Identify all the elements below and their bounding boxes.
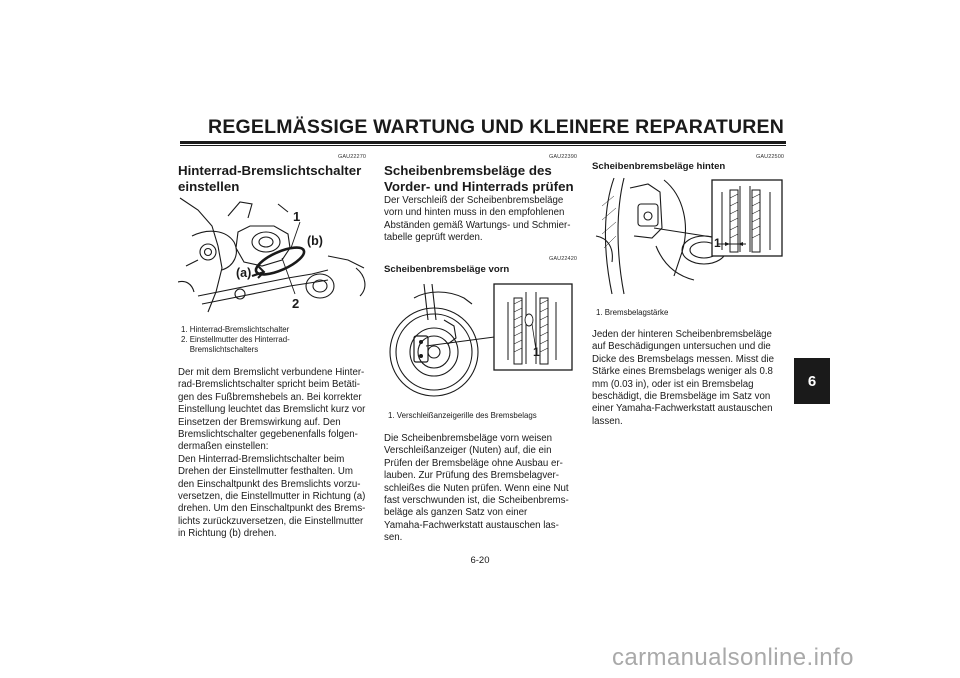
text-line: Der Verschleiß der Scheibenbremsbeläge (384, 195, 564, 206)
text-line: vorn und hinten muss in den empfohlenen (384, 207, 565, 219)
text-line: rad-Bremslichtschalter spricht beim Betäti- (178, 379, 360, 391)
heading-line: einstellen (178, 179, 240, 194)
text-line: mm (0.03 in), oder ist ein Bremsbelag (592, 378, 754, 390)
text-line: Bremslichtschalter gegebenenfalls folgen- (178, 429, 358, 441)
text-line: gen des Fußbremshebels an. Bei korrekter (178, 391, 362, 403)
body-text (384, 433, 578, 545)
figure-caption-list (388, 411, 537, 421)
header-rule-thin (180, 145, 786, 146)
front-brake-pad-illustration (384, 280, 576, 404)
heading-line: Vorder- und Hinterrads prüfen (384, 179, 574, 194)
text-line: schleißes die Nuten prüfen. Wenn eine Nut (384, 482, 569, 494)
chapter-tab: 6 (794, 358, 830, 404)
heading-line: Hinterrad-Bremslichtschalter (178, 163, 362, 178)
text-line: Prüfen der Bremsbeläge ohne Ausbau er- (384, 457, 563, 469)
section-heading (384, 163, 574, 195)
body-text (592, 329, 784, 428)
text-line: drehen. Um den Einschaltpunkt des Brems- (178, 503, 366, 515)
section-code: GAU22390 (549, 154, 578, 160)
text-line: Stärke eines Bremsbelags weniger als 0.8 (592, 366, 773, 378)
text-line: lassen. (592, 415, 623, 427)
text-line: Verschleißanzeiger (Nuten) auf, die ein (384, 445, 552, 457)
text-line: Den Hinterrad-Bremslichtschalter beim (178, 453, 345, 465)
section-code: GAU22420 (549, 256, 578, 262)
caption-item: 1. Hinterrad-Bremslichtschalter (181, 325, 290, 334)
callout-1: 1 (714, 236, 721, 250)
callout-1: 1 (293, 209, 301, 224)
text-line: in Richtung (b) drehen. (178, 528, 277, 540)
caption-item: 1. Bremsbelagstärke (596, 308, 669, 317)
callout-2: 2 (292, 296, 300, 311)
text-line: Die Scheibenbremsbeläge vorn weisen (384, 433, 553, 444)
text-line: den Einschaltpunkt des Bremslichts vorzu- (178, 478, 361, 490)
text-line: Der mit dem Bremslicht verbundene Hinter- (178, 367, 365, 378)
caption-item: 2. Einstellmutter des Hinterrad- (181, 335, 290, 344)
page-number: 6-20 (470, 555, 490, 566)
page-title: REGELMÄSSIGE WARTUNG UND KLEINERE REPARATUREN (208, 116, 784, 138)
callout-1: 1 (533, 345, 540, 359)
text-line: lichts zurückzuversetzen, die Einstellmutter (178, 515, 364, 527)
section-code: GAU22500 (756, 154, 785, 160)
section-heading (178, 163, 361, 195)
text-line: tabelle geprüft werden. (384, 232, 483, 244)
text-line: Jeden der hinteren Scheibenbremsbeläge (592, 329, 772, 340)
body-text (178, 367, 370, 541)
text-line: versetzen, die Einstellmutter in Richtung (a) (178, 491, 366, 503)
text-line: beschädigt, die Bremsbeläge im Satz von (592, 391, 771, 403)
caption-item: 1. Verschleißanzeigerille des Bremsbelags (388, 411, 537, 420)
text-line: Einstellung leuchtet das Bremslicht kurz vor (178, 404, 366, 416)
callout-a: (a) (236, 266, 252, 280)
text-line: beläge als ganzen Satz von einer (384, 507, 528, 519)
text-line: Yamaha-Fachwerkstatt austauschen las- (384, 519, 559, 531)
text-line: lauben. Zur Prüfung des Bremsbelagver- (384, 470, 560, 482)
text-line: dermaßen einstellen: (178, 441, 269, 453)
caption-item: Bremslichtschalters (181, 345, 259, 354)
intro-text (384, 195, 578, 245)
heading-line: Scheibenbremsbeläge des (384, 163, 552, 178)
section-code: GAU22270 (338, 154, 367, 160)
text-line: sen. (384, 532, 403, 544)
callout-b: (b) (307, 234, 323, 248)
brake-light-switch-illustration (178, 196, 370, 314)
text-line: fast verschwunden ist, die Scheibenbrems- (384, 495, 569, 507)
text-line: auf Beschädigungen untersuchen und die (592, 341, 771, 353)
figure-caption-list (596, 308, 668, 318)
subsection-heading: Scheibenbremsbeläge hinten (592, 161, 726, 172)
watermark: carmanualsonline.info (612, 644, 854, 671)
text-line: einer Yamaha-Fachwerkstatt austauschen (592, 403, 773, 415)
text-line: Einsetzen der Bremswirkung auf. Den (178, 416, 341, 428)
figure-caption-list (181, 325, 290, 355)
rear-brake-pad-illustration (594, 176, 784, 300)
text-line: Drehen der Einstellmutter festhalten. Um (178, 466, 353, 478)
header-rule (180, 141, 786, 144)
text-line: Abständen gemäß Wartungs- und Schmier- (384, 219, 571, 231)
text-line: Dicke des Bremsbelags messen. Misst die (592, 353, 774, 365)
subsection-heading: Scheibenbremsbeläge vorn (384, 264, 510, 275)
